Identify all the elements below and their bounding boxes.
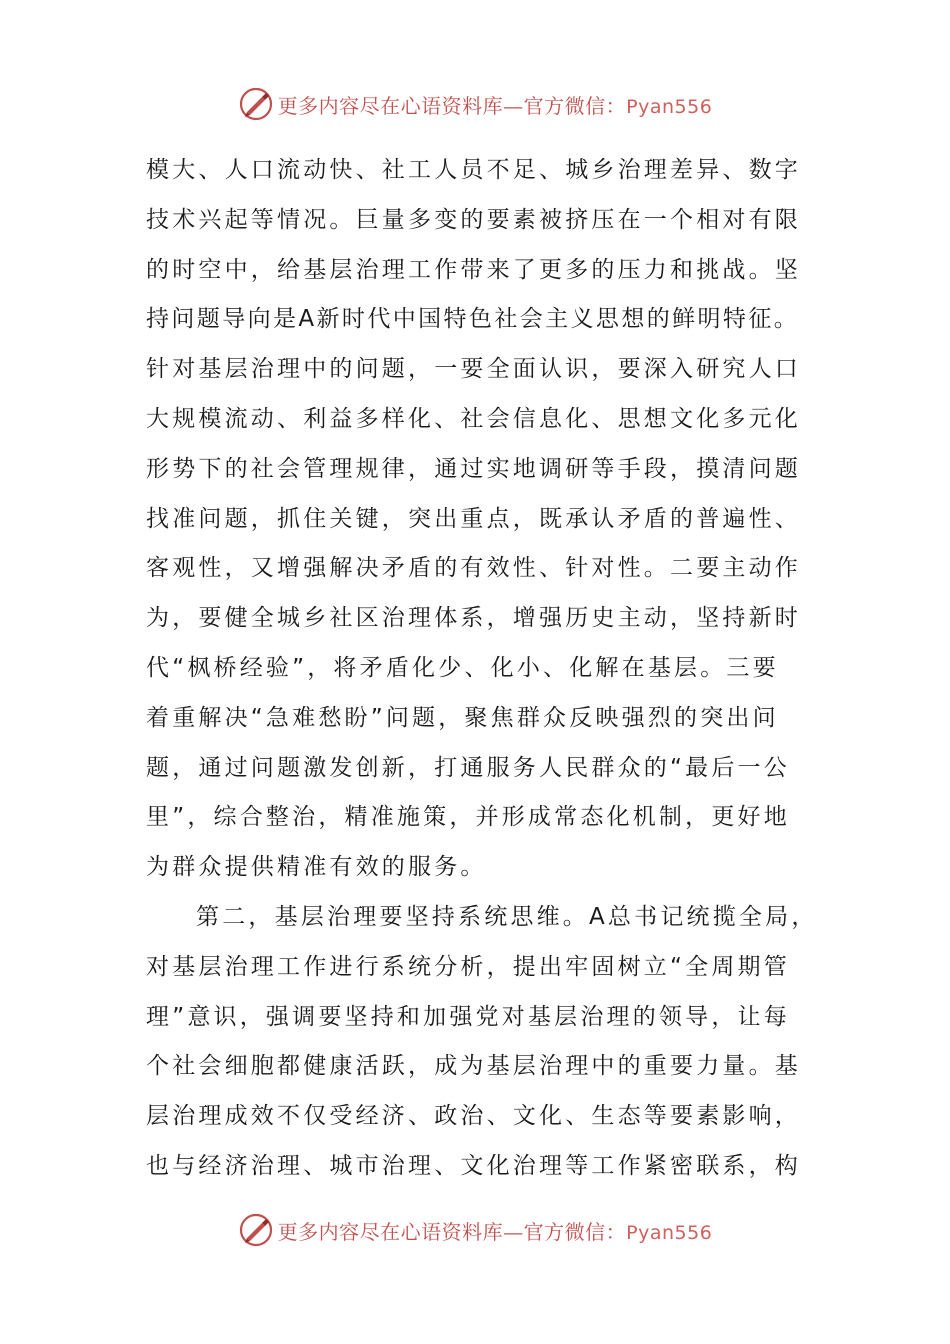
- text-line: 的时空中，给基层治理工作带来了更多的压力和挑战。坚: [146, 256, 801, 283]
- text-line: 为，要健全城乡社区治理体系，增强历史主动，坚持新时: [146, 605, 801, 632]
- text-line: 为群众提供精准有效的服务。: [146, 854, 487, 881]
- text-line: 客观性，又增强解决矛盾的有效性、针对性。二要主动作: [146, 555, 801, 582]
- pen-logo-icon: [238, 1212, 274, 1248]
- text-line: 持问题导向是A新时代中国特色社会主义思想的鲜明特征。: [146, 306, 800, 333]
- text-line: 题，通过问题激发创新，打通服务人民群众的“最后一公: [146, 754, 790, 781]
- header-watermark: [0, 82, 950, 126]
- watermark-text: 更多内容尽在心语资料库—官方微信：Pyan556: [277, 93, 713, 118]
- text-line: 对基层治理工作进行系统分析，提出牢固树立“全周期管: [146, 953, 790, 980]
- pen-logo-icon: [238, 86, 274, 122]
- text-line: 理”意识，强调要坚持和加强党对基层治理的领导，让每: [146, 1003, 790, 1030]
- text-line: 个社会细胞都健康活跃，成为基层治理中的重要力量。基: [146, 1053, 801, 1080]
- text-line: 针对基层治理中的问题，一要全面认识，要深入研究人口: [146, 356, 801, 383]
- text-line: 技术兴起等情况。巨量多变的要素被挤压在一个相对有限: [146, 206, 801, 233]
- text-line: 着重解决“急难愁盼”问题，聚焦群众反映强烈的突出问: [146, 704, 779, 731]
- text-line: 代“枫桥经验”，将矛盾化少、化小、化解在基层。三要: [146, 654, 779, 681]
- footer-watermark: [0, 1208, 950, 1252]
- text-line: 大规模流动、利益多样化、社会信息化、思想文化多元化: [146, 405, 801, 432]
- text-line: 也与经济治理、城市治理、文化治理等工作紧密联系，构: [146, 1152, 801, 1179]
- document-body: [146, 146, 818, 1192]
- text-line: 形势下的社会管理规律，通过实地调研等手段，摸清问题: [146, 455, 801, 482]
- text-line: 模大、人口流动快、社工人员不足、城乡治理差异、数字: [146, 157, 801, 183]
- text-line: 找准问题，抓住关键，突出重点，既承认矛盾的普遍性、: [146, 505, 801, 532]
- text-line: 里”，综合整治，精准施策，并形成常态化机制，更好地: [146, 804, 790, 831]
- paragraph-start-line: 第二，基层治理要坚持系统思维。A总书记统揽全局，: [196, 903, 818, 930]
- watermark-text: 更多内容尽在心语资料库—官方微信：Pyan556: [277, 1219, 713, 1244]
- text-line: 层治理成效不仅受经济、政治、文化、生态等要素影响，: [146, 1103, 801, 1130]
